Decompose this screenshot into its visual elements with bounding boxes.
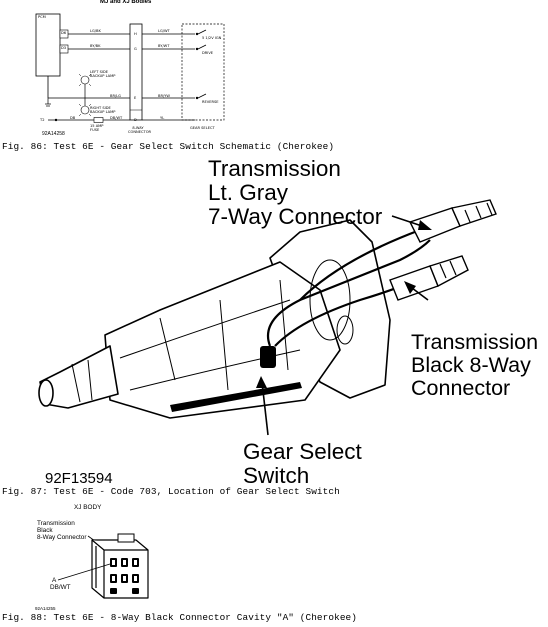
wire-color-dbwt: DB/WT (110, 116, 123, 120)
callout-black-line2: Black 8-Way (411, 353, 531, 377)
lamp-right-label: RIGHT SIDE BACKUP LAMP (90, 106, 116, 114)
fig86-schematic (30, 0, 230, 140)
schematic-header: MJ and XJ Bodies (100, 0, 152, 5)
lamp-left-label: LEFT SIDE BACKUP LAMP (90, 70, 116, 78)
cavity-color: DB/WT (50, 584, 71, 591)
pcm-label: PCM (38, 15, 46, 19)
t2-label: T2 (40, 118, 45, 122)
wire-color-brlg: BR/LG (110, 94, 121, 98)
fig88-body-label: XJ BODY (74, 504, 102, 511)
wire-color-lgbk: LG/BK (90, 29, 101, 33)
callout-gray-line2: Lt. Gray (208, 180, 289, 205)
wire-color-lgwt: LG/WT (158, 29, 170, 33)
fig86-id: 92A14258 (42, 131, 65, 137)
callout-switch-line1: Gear Select (243, 439, 362, 464)
fig87-id: 92F13594 (45, 470, 113, 487)
callout-switch-line2: Switch (243, 463, 310, 488)
connector-letter-h: H (134, 32, 137, 36)
callout-gray-line1: Transmission (208, 156, 341, 181)
connector-face-drawing (30, 510, 170, 610)
pin-d6: D6 (61, 31, 67, 35)
connector-letter-g: G (134, 47, 137, 51)
callout-black-line1: Transmission (411, 330, 539, 354)
pin-d3: D3 (61, 46, 67, 50)
connector-letter-d: D (134, 118, 137, 122)
fig88-connector-line2: Black (37, 527, 53, 534)
wire-color-bryw: BR/YW (158, 94, 170, 98)
wire-color-yl: YL (160, 116, 165, 120)
wire-color-bybk: BY/BK (90, 44, 101, 48)
schematic-drawing (30, 0, 230, 140)
wire-color-db: DB (70, 116, 76, 120)
switch-label-reverse: REVERSE (202, 100, 219, 104)
cavity-letter: A (52, 577, 57, 584)
fig88-id: 92A14255 (35, 606, 56, 611)
wire-color-bywt: BY/WT (158, 44, 170, 48)
gear-select-label: GEAR SELECT (190, 126, 215, 130)
callout-gray-line3: 7-Way Connector (208, 204, 383, 229)
fig86-caption: Fig. 86: Test 6E - Gear Select Switch Schematic (Cherokee) (2, 141, 335, 152)
fig87-caption: Fig. 87: Test 6E - Code 703, Location of Gear Select Switch (2, 486, 340, 497)
switch-label-ign: 5 1/2V IGN (202, 36, 222, 40)
connector-label: 8-WAY CONNECTOR (128, 126, 152, 134)
switch-label-drive: DRIVE (202, 51, 214, 55)
fig88-connector-line3: 8-Way Connector (37, 534, 87, 541)
fig88-caption: Fig. 88: Test 6E - 8-Way Black Connector Cavity "A" (Cherokee) (2, 612, 358, 623)
fuse-label: 15 AMP FUSE (90, 124, 104, 132)
callout-black-line3: Connector (411, 376, 511, 400)
connector-letter-e: E (134, 96, 137, 100)
fig88-connector-line1: Transmission (37, 520, 75, 527)
